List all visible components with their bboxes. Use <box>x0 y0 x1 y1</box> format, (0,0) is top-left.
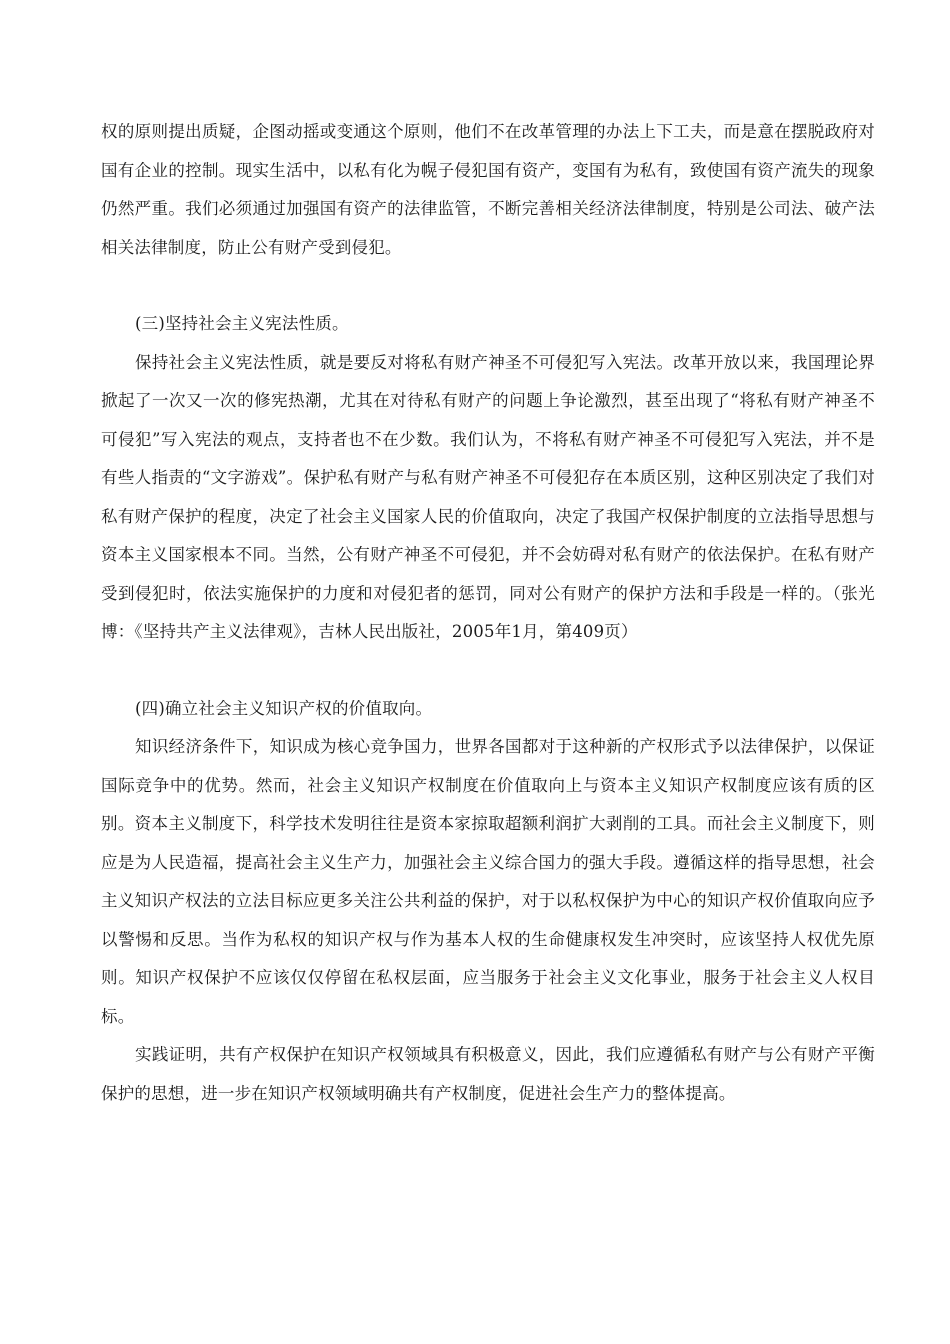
section-3-paragraph: 保持社会主义宪法性质，就是要反对将私有财产神圣不可侵犯写入宪法。改革开放以来，我国理论界掀起了一次又一次的修宪热潮，尤其在对待私有财产的问题上争论激烈，甚至出现了“将私有财产神圣不可侵犯”写入宪法的观点，支持者也不在少数。我们认为，不将私有财产神圣不可侵犯写入宪法，并不是有些人指责的“文字游戏”。保护私有财产与私有财产神圣不可侵犯存在本质区别，这种区别决定了我们对私有财产保护的程度，决定了社会主义国家人民的价值取向，决定了我国产权保护制度的立法指导思想与资本主义国家根本不同。当然，公有财产神圣不可侵犯，并不会妨碍对私有财产的依法保护。在私有财产受到侵犯时，依法实施保护的力度和对侵犯者的惩罚，同对公有财产的保护方法和手段是一样的。（张光博：《坚持共产主义法律观》，吉林人民出版社，2005年1月，第409页） <box>101 352 875 641</box>
section-spacer <box>101 652 875 690</box>
section-3-heading: (三)坚持社会主义宪法性质。 <box>135 314 349 333</box>
section-spacer <box>101 267 875 305</box>
section-4-paragraph-1: 知识经济条件下，知识成为核心竞争国力，世界各国都对于这种新的产权形式予以法律保护，以保证国际竞争中的优势。然而，社会主义知识产权制度在价值取向上与资本主义知识产权制度应该有质的区别。资本主义制度下，科学技术发明往往是资本家掠取超额利润扩大剥削的工具。而社会主义制度下，则应是为人民造福，提高社会主义生产力，加强社会主义综合国力的强大手段。遵循这样的指导思想，社会主义知识产权法的立法目标应更多关注公共利益的保护，对于以私权保护为中心的知识产权价值取向应予以警惕和反思。当作为私权的知识产权与作为基本人权的生命健康权发生冲突时，应该坚持人权优先原则。知识产权保护不应该仅仅停留在私权层面，应当服务于社会主义文化事业，服务于社会主义人权目标。 <box>101 737 875 1026</box>
document-body <box>101 113 875 1113</box>
section-4-heading: (四)确立社会主义知识产权的价值取向。 <box>135 698 433 718</box>
continuation-paragraph: 权的原则提出质疑，企图动摇或变通这个原则，他们不在改革管理的办法上下工夫，而是意在摆脱政府对国有企业的控制。现实生活中，以私有化为幌子侵犯国有资产，变国有为私有，致使国有资产流失的现象仍然严重。我们必须通过加强国有资产的法律监管，不断完善相关经济法律制度，特别是公司法、破产法相关法律制度，防止公有财产受到侵犯。 <box>101 122 875 257</box>
section-4-paragraph-2: 实践证明，共有产权保护在知识产权领域具有积极意义，因此，我们应遵循私有财产与公有财产平衡保护的思想，进一步在知识产权领域明确共有产权制度，促进社会生产力的整体提高。 <box>101 1045 875 1103</box>
